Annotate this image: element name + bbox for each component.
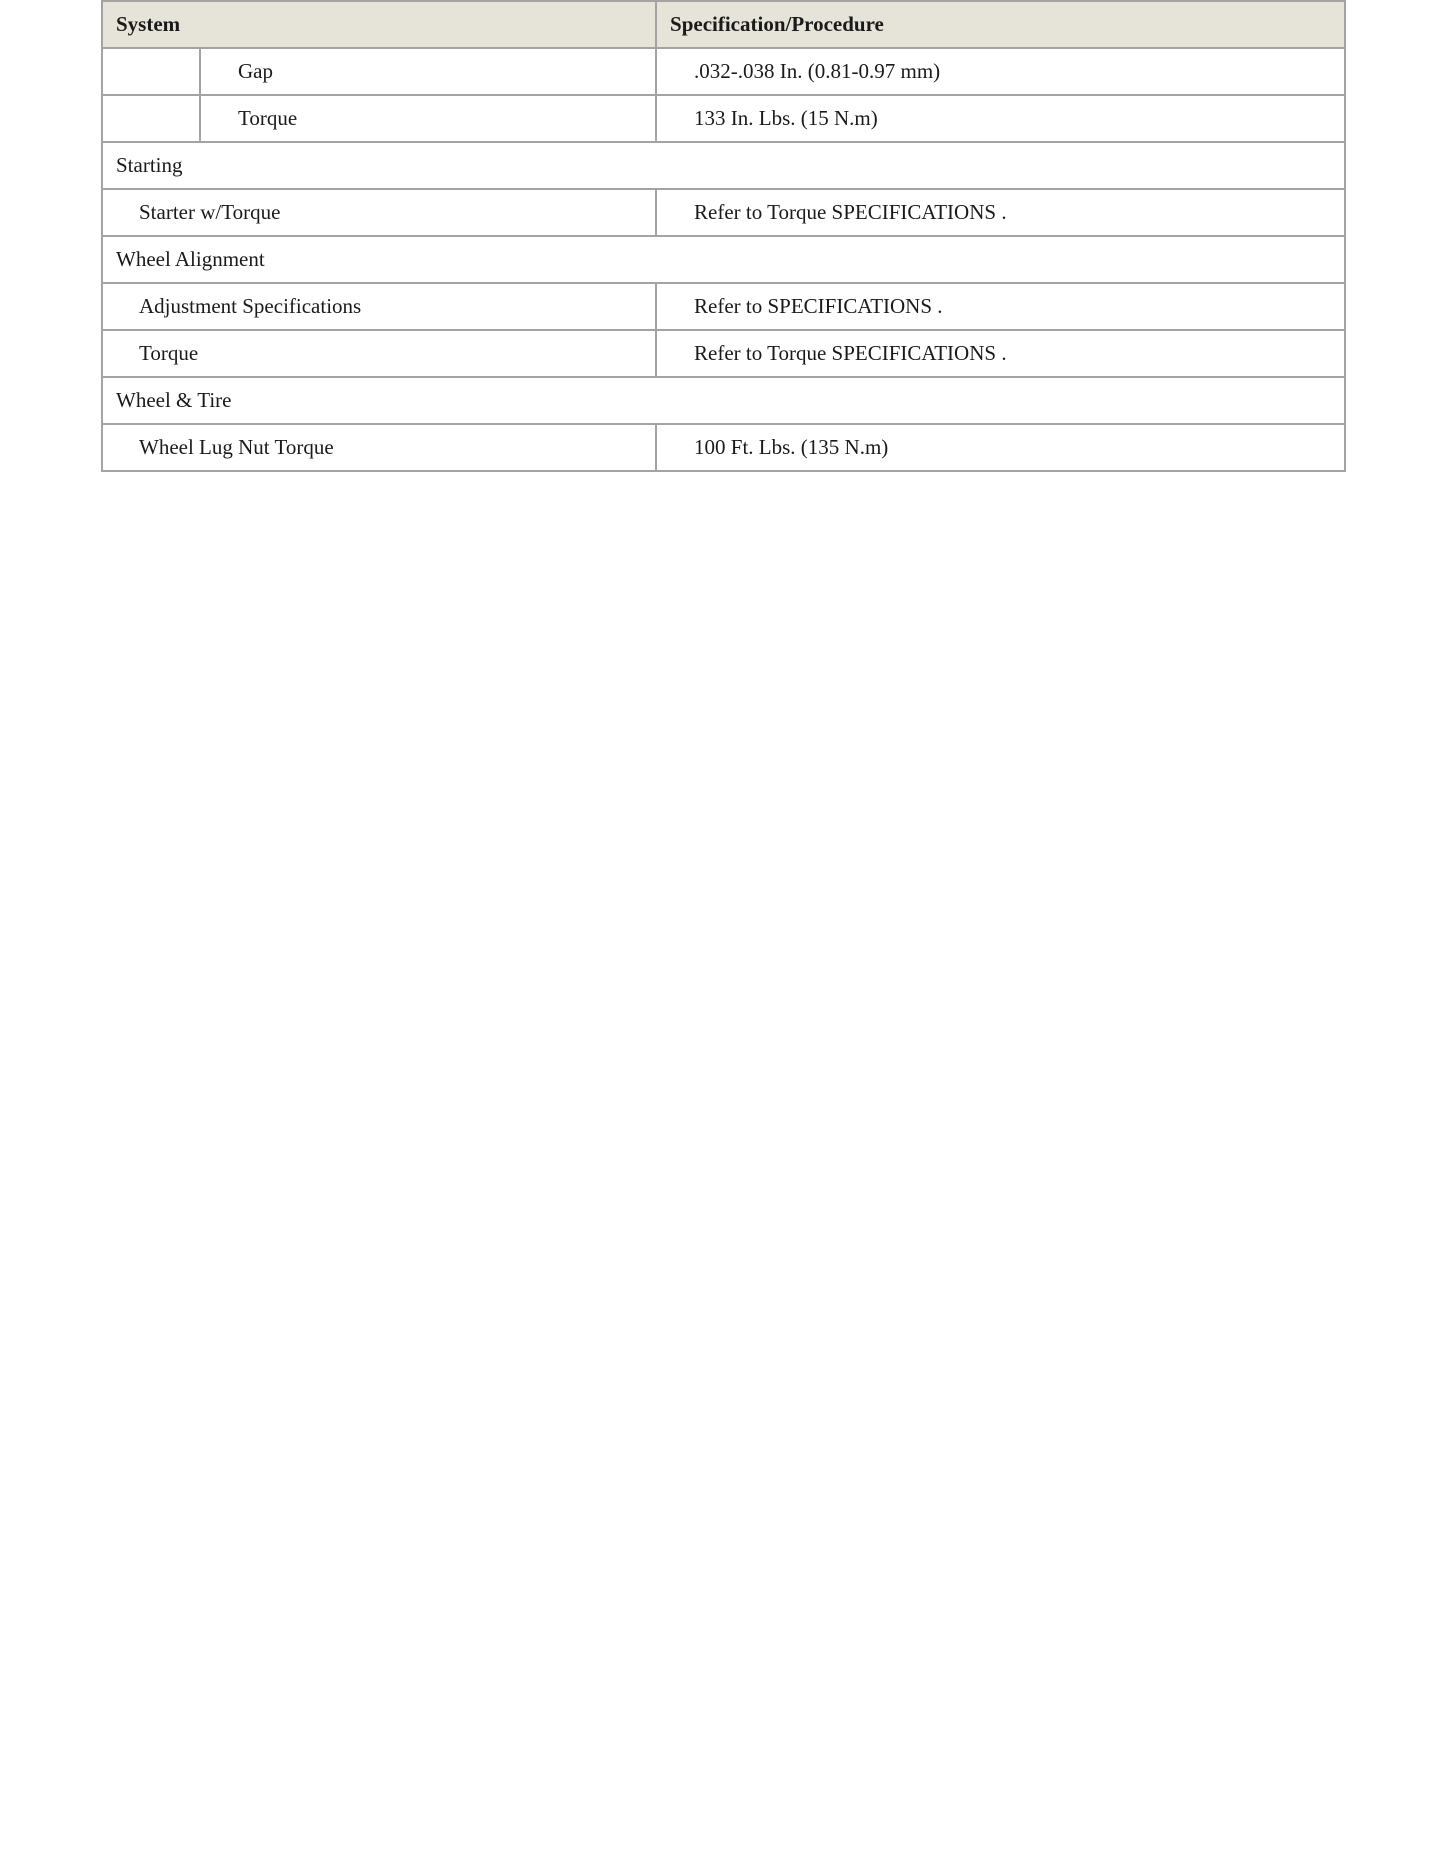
row-value: Refer to SPECIFICATIONS . xyxy=(656,283,1345,330)
row-label: Starter w/Torque xyxy=(102,189,656,236)
section-row-wheel-alignment xyxy=(102,236,1345,283)
section-title: Wheel Alignment xyxy=(102,236,1345,283)
table-row xyxy=(102,48,1345,95)
row-label: Gap xyxy=(200,48,656,95)
row-label: Adjustment Specifications xyxy=(102,283,656,330)
header-row xyxy=(102,1,1345,48)
section-title: Starting xyxy=(102,142,1345,189)
section-row-wheel-tire xyxy=(102,377,1345,424)
row-label: Torque xyxy=(200,95,656,142)
specifications-table xyxy=(101,0,1346,472)
section-title: Wheel & Tire xyxy=(102,377,1345,424)
header-system: System xyxy=(102,1,656,48)
table-row xyxy=(102,330,1345,377)
empty-indent-cell xyxy=(102,48,200,95)
row-value: Refer to Torque SPECIFICATIONS . xyxy=(656,189,1345,236)
row-label: Torque xyxy=(102,330,656,377)
row-value: 100 Ft. Lbs. (135 N.m) xyxy=(656,424,1345,471)
table-row xyxy=(102,189,1345,236)
row-value: .032-.038 In. (0.81-0.97 mm) xyxy=(656,48,1345,95)
row-value: 133 In. Lbs. (15 N.m) xyxy=(656,95,1345,142)
empty-indent-cell xyxy=(102,95,200,142)
row-label: Wheel Lug Nut Torque xyxy=(102,424,656,471)
table-row xyxy=(102,424,1345,471)
table-row xyxy=(102,283,1345,330)
table-row xyxy=(102,95,1345,142)
row-value: Refer to Torque SPECIFICATIONS . xyxy=(656,330,1345,377)
section-row-starting xyxy=(102,142,1345,189)
header-specification: Specification/Procedure xyxy=(656,1,1345,48)
